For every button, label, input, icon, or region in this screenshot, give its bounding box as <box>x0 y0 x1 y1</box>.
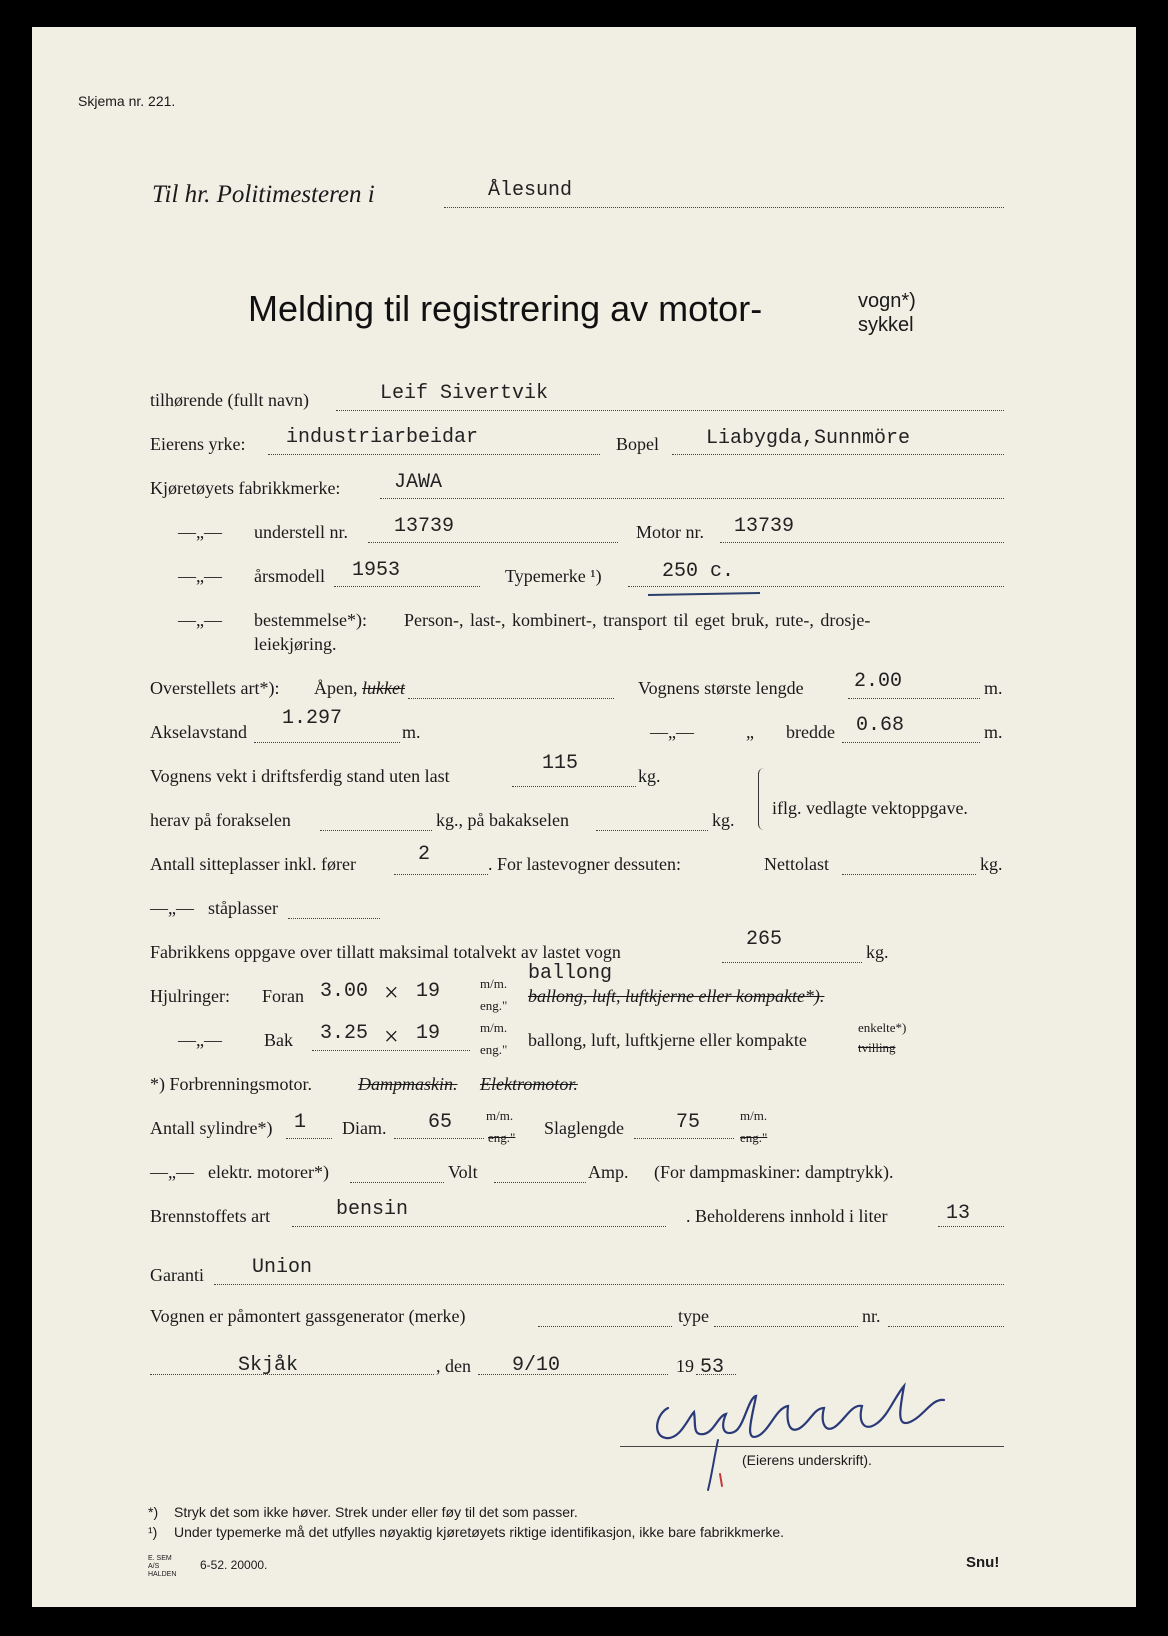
make-value: JAWA <box>394 471 443 494</box>
ditto-mark: —„— <box>178 610 222 630</box>
rear-tire-types: ballong, luft, luftkjerne eller kompakte <box>528 1030 807 1050</box>
standing-line <box>288 918 380 919</box>
year-value: 53 <box>700 1356 725 1379</box>
weight-note: iflg. vedlagte vektoppgave. <box>772 798 968 818</box>
stroke-line <box>634 1138 734 1139</box>
gas-nr-label: nr. <box>862 1306 881 1326</box>
motor-label: Motor nr. <box>636 522 705 542</box>
volt-line <box>350 1182 444 1183</box>
gas-type-label: type <box>678 1306 709 1326</box>
body-open: Åpen, <box>314 678 358 698</box>
diameter-label: Diam. <box>342 1118 387 1138</box>
residence-value: Liabygda,Sunnmöre <box>706 427 911 450</box>
times-sign: × <box>384 978 399 1007</box>
year-value: 1953 <box>352 559 401 582</box>
standing-label: ståplasser <box>208 898 278 918</box>
mm-unit: m/m. <box>486 1108 514 1123</box>
front-axle-line <box>320 830 432 831</box>
type-line <box>628 586 1004 587</box>
occupation-label: Eierens yrke: <box>150 434 246 454</box>
ditto-mark: —„— <box>650 722 694 742</box>
max-weight-line <box>722 962 862 963</box>
addressee-line <box>444 207 1004 208</box>
diameter-value: 65 <box>428 1111 453 1134</box>
weight-line <box>512 786 636 787</box>
electric-struck: Elektromotor. <box>480 1074 578 1094</box>
length-line <box>848 698 980 699</box>
occupation-value: industriarbeidar <box>286 426 479 449</box>
type-value: 250 c. <box>662 560 735 583</box>
rear-wheel-diameter: 19 <box>416 1022 441 1045</box>
width-value: 0.68 <box>856 714 905 737</box>
front-wheel-label: Foran <box>262 986 304 1006</box>
weight-unit: kg. <box>638 766 661 786</box>
residence-line <box>672 454 1004 455</box>
volt-label: Volt <box>448 1162 478 1182</box>
truck-label: . For lastevogner dessuten: <box>488 854 681 874</box>
make-label: Kjøretøyets fabrikkmerke: <box>150 478 341 498</box>
mm-unit: m/m. <box>740 1108 768 1123</box>
chassis-value: 13739 <box>394 515 455 538</box>
tank-value: 13 <box>946 1202 971 1225</box>
fuel-value: bensin <box>336 1198 409 1221</box>
signature-caption: (Eierens underskrift). <box>742 1452 872 1468</box>
body-label: Overstellets art*): <box>150 678 280 698</box>
page-title: Melding til registrering av motor- <box>248 288 763 329</box>
type-label: Typemerke ¹) <box>505 566 602 586</box>
single-label: enkelte*) <box>858 1020 907 1035</box>
body-line <box>408 698 614 699</box>
max-weight-value: 265 <box>746 928 783 951</box>
width-line <box>842 742 980 743</box>
twin-label: tvilling <box>858 1040 896 1055</box>
printer-name: E. SEM A/S HALDEN <box>148 1555 177 1578</box>
motor-line <box>720 542 1004 543</box>
gas-generator-line <box>538 1326 672 1327</box>
gas-generator-label: Vognen er påmontert gassgenerator (merke) <box>150 1306 466 1326</box>
guarantee-value: Union <box>252 1256 313 1279</box>
gas-type-line <box>714 1326 858 1327</box>
front-wheel-diameter: 19 <box>416 980 441 1003</box>
cylinders-line <box>286 1138 332 1139</box>
fuel-label: Brennstoffets art <box>150 1206 271 1226</box>
amp-label: Amp. <box>588 1162 629 1182</box>
mm-unit: m/m. <box>480 976 508 991</box>
date-label: , den <box>436 1356 471 1376</box>
electric-motors-label: elektr. motorer*) <box>208 1162 329 1182</box>
net-load-unit: kg. <box>980 854 1003 874</box>
title-vogn: vogn*) <box>858 290 916 312</box>
turn-over-note: Snu! <box>966 1554 1000 1571</box>
front-tire-types: ballong, luft, luftkjerne eller kompakte*). <box>528 986 825 1006</box>
addressee-label: Til hr. Politimesteren i <box>152 181 375 208</box>
weight-value: 115 <box>542 752 579 775</box>
footnote-one-text: Under typemerke må det utfylles nøyaktig kjøretøyets riktige identifikasjon, ikke bare fabrikkmerke. <box>174 1524 785 1540</box>
eng-unit: eng." <box>480 998 508 1013</box>
eng-unit-struck: eng." <box>740 1130 768 1145</box>
owner-label: tilhørende (fullt navn) <box>150 390 309 410</box>
ditto-mark: —„— <box>178 566 222 586</box>
engine-type-label: *) Forbrenningsmotor. <box>150 1074 312 1094</box>
occupation-line <box>268 454 600 455</box>
net-load-label: Nettolast <box>764 854 829 874</box>
seats-value: 2 <box>418 843 431 866</box>
cylinders-value: 1 <box>294 1111 307 1134</box>
signature-line <box>620 1446 1004 1447</box>
rear-axle-label: kg., på bakakselen <box>436 810 569 830</box>
front-wheel-width: 3.00 <box>320 980 369 1003</box>
gas-nr-line <box>888 1326 1004 1327</box>
guarantee-label: Garanti <box>150 1265 204 1285</box>
unit-m: m. <box>984 722 1003 742</box>
front-axle-label: herav på forakselen <box>150 810 291 830</box>
purpose-text: Person-, last-, kombinert-, transport til eget bruk, rute-, drosje- <box>404 610 871 630</box>
eng-unit-struck: eng." <box>488 1130 516 1145</box>
max-weight-label: Fabrikkens oppgave over tillatt maksimal totalvekt av lastet vogn <box>150 942 621 962</box>
date-value: 9/10 <box>512 1354 561 1377</box>
fuel-line <box>292 1226 666 1227</box>
guarantee-line <box>214 1284 1004 1285</box>
date-line <box>478 1374 668 1375</box>
eng-unit: eng." <box>480 1042 508 1057</box>
rear-axle-line <box>596 830 708 831</box>
ditto-mark: —„— <box>178 1030 222 1050</box>
footnote-one-mark: ¹) <box>148 1524 158 1540</box>
purpose-text-cont: leiekjøring. <box>254 634 337 654</box>
rear-wheel-label: Bak <box>264 1030 293 1050</box>
cylinders-label: Antall sylindre*) <box>150 1118 273 1138</box>
diameter-line <box>394 1138 484 1139</box>
mm-unit: m/m. <box>480 1020 508 1035</box>
steam-struck: Dampmaskin. <box>358 1074 458 1094</box>
make-line <box>380 498 1004 499</box>
axle-line <box>254 742 400 743</box>
axle-label: Akselavstand <box>150 722 247 742</box>
ditto-comma: „ <box>746 722 754 742</box>
wheels-label: Hjulringer: <box>150 986 230 1006</box>
ditto-mark: —„— <box>150 898 194 918</box>
ditto-mark: —„— <box>150 1162 194 1182</box>
residence-label: Bopel <box>616 434 659 454</box>
footnote-star-mark: *) <box>148 1504 159 1520</box>
brace <box>758 768 769 830</box>
net-load-line <box>842 874 976 875</box>
steam-note: (For dampmaskiner: damptrykk). <box>654 1162 894 1182</box>
tank-line <box>938 1226 1004 1227</box>
century-label: 19 <box>676 1356 694 1376</box>
front-tire-added: ballong <box>528 962 613 985</box>
rear-wheel-width: 3.25 <box>320 1022 369 1045</box>
form-number: Skjema nr. 221. <box>78 93 176 109</box>
rear-axle-unit: kg. <box>712 810 735 830</box>
place-value: Skjåk <box>238 1354 299 1377</box>
tank-label: . Beholderens innhold i liter <box>686 1206 888 1226</box>
motor-value: 13739 <box>734 515 795 538</box>
seats-line <box>394 874 488 875</box>
max-weight-unit: kg. <box>866 942 889 962</box>
unit-m: m. <box>984 678 1003 698</box>
axle-value: 1.297 <box>282 707 343 730</box>
owner-signature <box>648 1378 978 1498</box>
amp-line <box>494 1182 586 1183</box>
seats-label: Antall sitteplasser inkl. fører <box>150 854 356 874</box>
purpose-label: bestemmelse*): <box>254 610 367 630</box>
unit-m: m. <box>402 722 421 742</box>
length-value: 2.00 <box>854 670 903 693</box>
year-line <box>334 586 480 587</box>
times-sign: × <box>384 1022 399 1051</box>
width-label: bredde <box>786 722 835 742</box>
addressee-value: Ålesund <box>488 179 573 202</box>
weight-label: Vognens vekt i driftsferdig stand uten last <box>150 766 450 786</box>
owner-value: Leif Sivertvik <box>380 382 549 405</box>
title-sykkel: sykkel <box>858 314 914 336</box>
ditto-mark: —„— <box>178 522 222 542</box>
chassis-label: understell nr. <box>254 522 348 542</box>
owner-line <box>336 410 1004 411</box>
printer-code: 6-52. 20000. <box>200 1558 268 1572</box>
footnote-star-text: Stryk det som ikke høver. Strek under eller føy til det som passer. <box>174 1504 578 1520</box>
stroke-label: Slaglengde <box>544 1118 624 1138</box>
chassis-line <box>368 542 618 543</box>
body-closed-struck: lukket <box>362 678 405 698</box>
stroke-value: 75 <box>676 1111 701 1134</box>
year-label: årsmodell <box>254 566 325 586</box>
length-label: Vognens største lengde <box>638 678 804 698</box>
